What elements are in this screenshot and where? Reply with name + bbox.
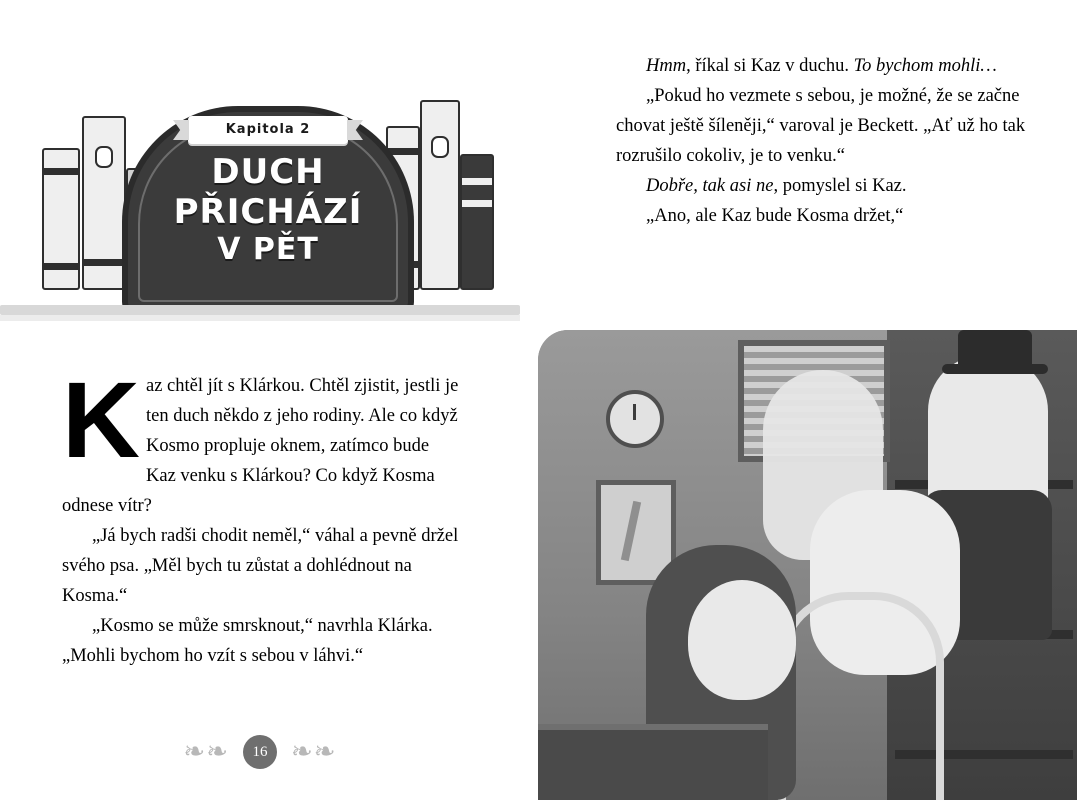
book-decoration bbox=[82, 116, 126, 290]
drop-cap: K bbox=[62, 359, 140, 480]
flourish-left-icon: ❧❧ bbox=[183, 737, 229, 767]
book-decoration bbox=[420, 100, 460, 290]
paragraph: „Pokud ho vezmete s sebou, je možné, že se začne chovat ještě šíleněji,“ varoval je Beckett. „Ať už ho tak rozrušilo cokoliv, je to venku.“ bbox=[616, 85, 1026, 166]
left-page bbox=[0, 0, 538, 800]
paragraph: „Ano, ale Kaz bude Kosma držet,“ bbox=[646, 205, 904, 226]
top-hat-icon bbox=[958, 330, 1032, 370]
paragraph: „Já bych radši chodit neměl,“ váhal a pevně držel svého psa. „Měl bych tu zůstat a dohlédnout na Kosma.“ bbox=[62, 525, 459, 606]
book-decoration bbox=[460, 154, 494, 290]
text-run-italic: Hmm bbox=[646, 56, 687, 76]
left-body-text bbox=[62, 359, 462, 672]
text-run-italic: Dobře, tak asi ne bbox=[646, 175, 774, 196]
paragraph: az chtěl jít s Klárkou. Chtěl zjistit, jestli je ten duch někdo z jeho rodiny. Ale co když Kosmo propluje oknem, zatímco bude Kaz venku s Klárkou? Co když Kosma odnese vítr? bbox=[62, 376, 459, 516]
paragraph bbox=[616, 52, 1026, 82]
chapter-title bbox=[128, 152, 408, 268]
chair bbox=[778, 592, 944, 800]
page-number: 16 bbox=[243, 735, 277, 769]
chapter-label-ribbon bbox=[188, 116, 348, 144]
scene-illustration bbox=[538, 330, 1077, 800]
text-run: , pomyslel si Kaz. bbox=[773, 175, 907, 196]
paragraph bbox=[616, 172, 1026, 202]
chapter-title-line-1: DUCH bbox=[211, 152, 325, 192]
text-run-italic: To bychom mohli… bbox=[853, 56, 997, 76]
chapter-header-illustration bbox=[0, 40, 538, 290]
right-page bbox=[538, 0, 1077, 800]
first-paragraph bbox=[62, 359, 462, 522]
right-body-text bbox=[616, 52, 1026, 232]
girl-character-face bbox=[688, 580, 796, 700]
wall-clock-icon bbox=[606, 390, 664, 448]
shelf-line bbox=[0, 305, 520, 315]
chapter-title-line-2: PŘICHÁZÍ bbox=[173, 192, 363, 233]
chapter-label: Kapitola 2 bbox=[225, 122, 311, 137]
paragraph: „Kosmo se může smrsknout,“ navrhla Klárka. „Mohli bychom ho vzít s sebou v láhvi.“ bbox=[62, 615, 433, 666]
chapter-title-line-3: V PĚT bbox=[217, 232, 319, 268]
table bbox=[538, 724, 768, 800]
book-decoration bbox=[42, 148, 80, 290]
page-footer bbox=[0, 735, 520, 769]
flourish-right-icon: ❧❧ bbox=[291, 737, 337, 767]
text-run: , říkal si Kaz v duchu. bbox=[686, 56, 854, 76]
